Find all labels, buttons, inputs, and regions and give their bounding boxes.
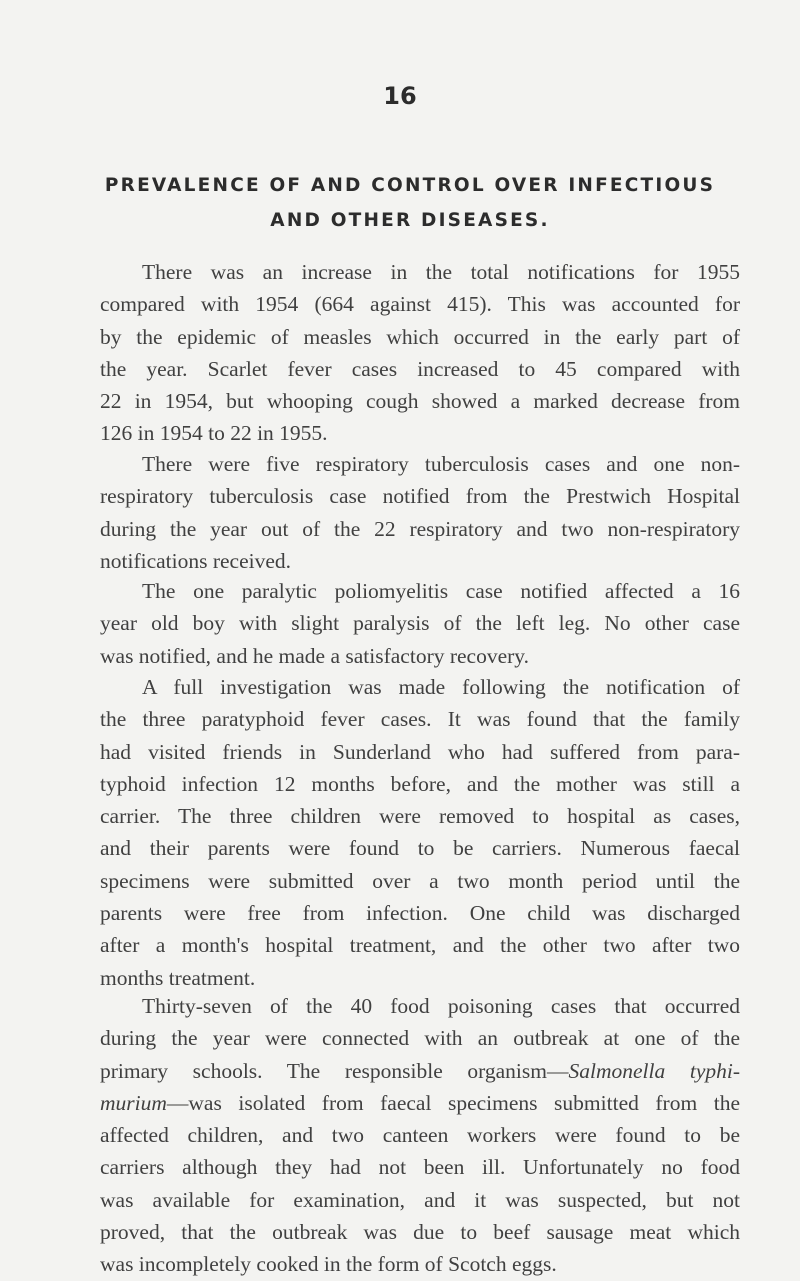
heading-line-2: AND OTHER DISEASES. [270,210,550,231]
paragraph-line: respiratory tuberculosis case notified from the Prestwich Hospital [100,484,740,509]
paragraph-tuberculosis [100,448,740,577]
paragraph-line: Thirty-seven of the 40 food poisoning cases that occurred [142,994,740,1018]
paragraph-paratyphoid [100,671,740,994]
paragraph-line: affected children, and two canteen workers were found to be [100,1123,740,1148]
paragraph-line: 22 in 1954, but whooping cough showed a marked decrease from [100,389,740,414]
organism-name-continued: murium [100,1090,167,1115]
paragraph-line: after a month's hospital treatment, and the other two after two [100,933,740,958]
paragraph-line: There were five respiratory tuberculosis cases and one non- [142,452,740,476]
paragraph-line: The one paralytic poliomyelitis case notified affected a 16 [142,579,740,603]
paragraph-line: There was an increase in the total notifications for 1955 [142,260,740,284]
organism-name: Salmonella typhi- [568,1058,741,1083]
paragraph-line: the year. Scarlet fever cases increased to 45 compared with [100,356,740,381]
line-text: primary schools. The responsible organism— [100,1058,569,1083]
heading-line-1: PREVALENCE OF AND CONTROL OVER INFECTIOUS [104,175,716,196]
paragraph-line: carriers although they had not been ill. Unfortunately no food [100,1155,740,1180]
paragraph-line: by the epidemic of measles which occurred in the early part of [100,324,740,349]
paragraph-food-poisoning [100,990,740,1281]
paragraph-line: was available for examination, and it was suspected, but not [100,1187,740,1212]
paragraph-line: parents were free from infection. One child was discharged [100,901,740,926]
paragraph-line [100,1087,740,1119]
paragraph-line: and their parents were found to be carriers. Numerous faecal [100,836,740,861]
paragraph-line [100,1055,740,1087]
paragraph-line: year old boy with slight paralysis of the left leg. No other case [100,611,740,636]
paragraph-line: A full investigation was made following the notification of [142,675,740,699]
paragraph-line: months treatment. [100,965,256,990]
paragraph-line: compared with 1954 (664 against 415). This was accounted for [100,292,740,317]
paragraph-line: proved, that the outbreak was due to beef sausage meat which [100,1220,740,1245]
paragraph-line: typhoid infection 12 months before, and the mother was still a [100,771,740,796]
paragraph-line: carrier. The three children were removed to hospital as cases, [100,804,740,829]
paragraph-line: 126 in 1954 to 22 in 1955. [100,421,328,446]
section-heading [100,168,720,238]
paragraph-line: during the year out of the 22 respiratory and two non-respiratory [100,516,740,541]
paragraph-line: the three paratyphoid fever cases. It was found that the family [100,707,740,732]
paragraph-line: during the year were connected with an outbreak at one of the [100,1026,740,1051]
page-number: 16 [383,82,417,110]
paragraph-notifications [100,256,740,450]
line-text: —was isolated from faecal specimens submitted from the [166,1090,740,1115]
paragraph-line: notifications received. [100,548,292,573]
paragraph-line: had visited friends in Sunderland who had suffered from para- [100,739,740,764]
paragraph-poliomyelitis [100,575,740,672]
paragraph-line: was incompletely cooked in the form of Scotch eggs. [100,1252,557,1277]
paragraph-line: was notified, and he made a satisfactory recovery. [100,643,530,668]
paragraph-line: specimens were submitted over a two month period until the [100,868,740,893]
